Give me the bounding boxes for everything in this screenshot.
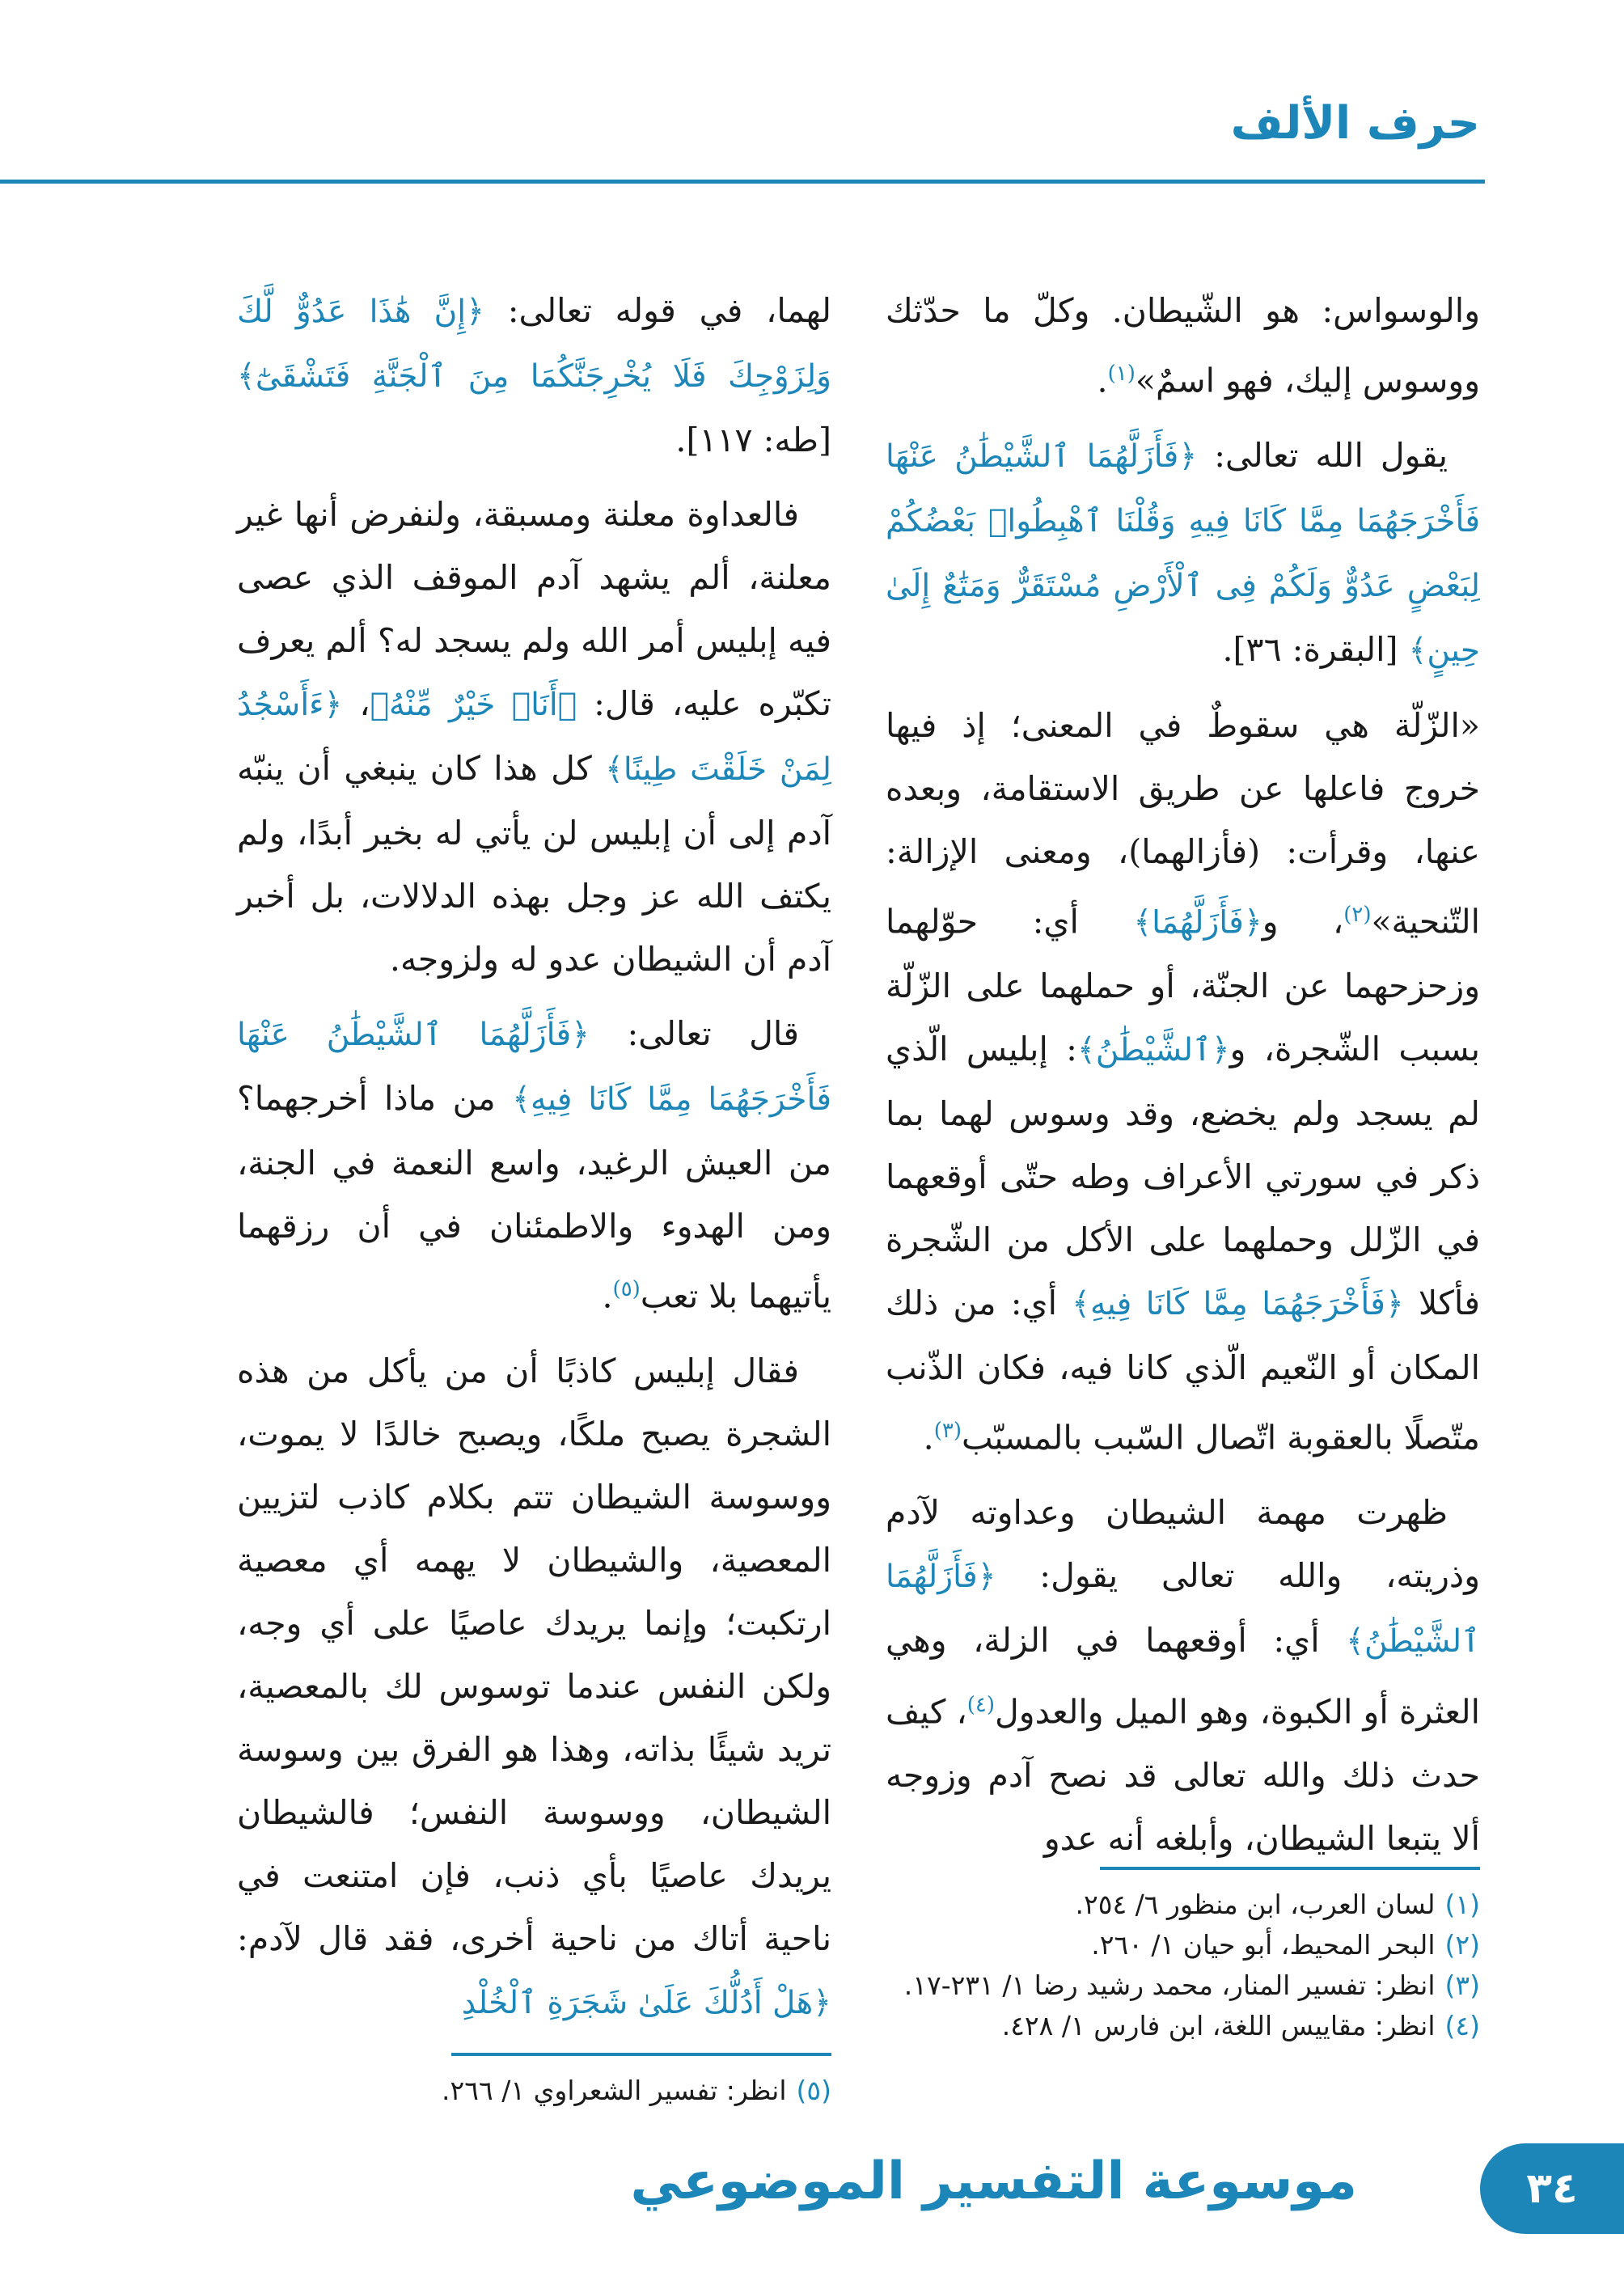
- page-number-tab: [1480, 2143, 1624, 2234]
- quran-verse: ﴿هَلْ أَدُلُّكَ عَلَىٰ شَجَرَةِ ٱلْخُلْدِ: [461, 1984, 831, 2021]
- text-run: .: [923, 1418, 934, 1457]
- body-paragraph: [886, 1481, 1480, 1870]
- header-divider: [0, 180, 1485, 184]
- text-run: ظهرت مهمة الشيطان وعداوته لآدم وذريته، والله تعالى يقول:: [886, 1492, 1480, 1595]
- footnote-text: انظر: تفسير المنار، محمد رشيد رضا ١/ ٢٣١-١٧.: [903, 1969, 1436, 2001]
- footnotes-left: [237, 2071, 831, 2111]
- right-column: [886, 279, 1480, 1881]
- body-paragraph: [237, 279, 831, 472]
- text-run: «الزّلّة هي سقوطٌ في المعنى؛ إذ فيها خروج فاعلها عن طريق الاستقامة، وبعده عنها، وقرأت: (فأزالهما)، ومعنى الإزالة: التّنحية»: [886, 705, 1480, 941]
- text-run: ، و: [1262, 902, 1344, 941]
- text-run: .: [1097, 361, 1108, 400]
- text-run: لهما، في قوله تعالى:: [484, 291, 831, 330]
- footnote-item: [886, 1965, 1480, 2006]
- footnotes-right: [886, 1885, 1480, 2046]
- quran-verse: ﴿فَأَزَلَّهُمَا ٱلشَّيْطَٰنُ﴾: [886, 1558, 1480, 1660]
- quran-verse: ﴿فَأَزَلَّهُمَا ٱلشَّيْطَٰنُ عَنْهَا فَأَخْرَجَهُمَا مِمَّا كَانَا فِيهِ وَقُلْنَا ٱهْبِطُوا۟ بَعْضُكُمْ لِبَعْضٍ عَدُوٌّ وَلَكُمْ فِى ٱلْأَرْضِ مُسْتَقَرٌّ وَمَتَٰعٌ إِلَىٰ حِينٍ﴾: [886, 438, 1480, 669]
- footnote-divider-left: [451, 2053, 831, 2056]
- footnote-number: (٥): [796, 2075, 831, 2106]
- footnote-ref: (١): [1107, 362, 1136, 386]
- footnote-number: (١): [1444, 1889, 1480, 1920]
- page-header-title: حرف الألف: [1230, 97, 1480, 150]
- text-run: من ماذا أخرجهما؟ من العيش الرغيد، واسع النعمة في الجنة، ومن الهدوء والاطمئنان في أن رزقهما يأتيهما بلا تعب: [237, 1079, 831, 1316]
- text-run: والوسواس: هو الشّيطان. وكلّ ما حدّثك ووسوس إليك، فهو اسمٌ»: [886, 291, 1480, 400]
- footnote-ref: (٣): [933, 1419, 962, 1444]
- body-paragraph: [237, 483, 831, 991]
- footnote-item: [886, 2006, 1480, 2046]
- footnote-text: انظر: مقاييس اللغة، ابن فارس ١/ ٤٢٨.: [1001, 2010, 1436, 2041]
- page-number: ٣٤: [1526, 2164, 1578, 2213]
- footnote-item: [237, 2071, 831, 2111]
- text-run: أي: أوقعهما في الزلة، وهي العثرة أو الكبوة، وهو الميل والعدول: [886, 1620, 1480, 1732]
- encyclopedia-logo: موسوعة التفسير الموضوعي: [630, 2151, 1357, 2211]
- text-run: [طه: ١١٧].: [675, 421, 831, 459]
- footnote-ref: (٤): [966, 1692, 995, 1717]
- text-run: فالعداوة معلنة ومسبقة، ولنفرض أنها غير معلنة، ألم يشهد آدم الموقف الذي عصى فيه إبليس أمر الله ولم يسجد له؟ ألم يعرف تكبّره عليه، قال:: [237, 495, 831, 723]
- quran-verse: ﴿إِنَّ هَٰذَا عَدُوٌّ لَّكَ وَلِزَوْجِكَ فَلَا يُخْرِجَنَّكُمَا مِنَ ٱلْجَنَّةِ فَتَشْقَىٰٓ﴾: [237, 294, 831, 395]
- text-run: يقول الله تعالى:: [1197, 435, 1448, 475]
- quran-verse: ﴿ءَأَسْجُدُ لِمَنْ خَلَقْتَ طِينًا﴾: [237, 687, 831, 788]
- body-paragraph: [237, 1002, 831, 1328]
- text-run: أي: حوّلهما وزحزحهما عن الجنّة، أو حملهما على الزّلّة بسبب الشّجرة، و: [886, 902, 1480, 1069]
- text-run: أي: من ذلك المكان أو النّعيم الّذي كانا فيه، فكان الذّنب متّصلًا بالعقوبة اتّصال السّبب بالمسبّب: [886, 1284, 1480, 1457]
- footnote-ref: (٢): [1343, 902, 1372, 927]
- text-run: .: [602, 1276, 613, 1316]
- body-paragraph: [886, 424, 1480, 683]
- quran-verse: ﴿فَأَخْرَجَهُمَا مِمَّا كَانَا فِيهِ﴾: [1072, 1286, 1404, 1323]
- footnote-number: (٣): [1444, 1969, 1480, 2001]
- text-run: كل هذا كان ينبغي أن ينبّه آدم إلى أن إبليس لن يأتي له بخير أبدًا، ولم يكتف الله عز وجل بهذه الدلالات، بل أخبر آدم أن الشيطان عدو له ولزوجه.: [237, 749, 831, 979]
- text-run: : إبليس الّذي لم يسجد ولم يخضع، وقد وسوس لهما بما ذكر في سورتي الأعراف وطه حتّى أوقعهما في الزّلل وحملهما على الأكل من الشّجرة فأكلا: [886, 1030, 1481, 1323]
- footnote-item: [886, 1925, 1480, 1965]
- body-paragraph: [886, 694, 1480, 1470]
- quran-verse: ﴿فَأَزَلَّهُمَا ٱلشَّيْطَٰنُ عَنْهَا فَأَخْرَجَهُمَا مِمَّا كَانَا فِيهِ﴾: [237, 1017, 831, 1118]
- left-column: [237, 279, 831, 2046]
- footnote-text: انظر: تفسير الشعراوي ١/ ٢٦٦.: [442, 2075, 787, 2106]
- footnote-text: البحر المحيط، أبو حيان ١/ ٢٦٠.: [1091, 1929, 1436, 1961]
- text-run: فقال إبليس كاذبًا أن من يأكل من هذه الشجرة يصبح ملكًا، ويصبح خالدًا لا يموت، ووسوسة الشيطان تتم بكلام كاذب لتزيين المعصية، والشيطان لا يهمه أي معصية ارتكبت؛ وإنما يريدك عاصيًا على أي وجه، ولكن النفس عندما توسوس لك بالمعصية، تريد شيئًا بذاته، وهذا هو الفرق بين وسوسة الشيطان، ووسوسة النفس؛ فالشيطان يريدك عاصيًا بأي ذنب، فإن امتنعت في ناحية أتاك من ناحية أخرى، فقد قال لآدم:: [237, 1351, 831, 1958]
- quran-verse: ﴿ٱلشَّيْطَٰنُ﴾: [1076, 1032, 1230, 1069]
- quran-verse: ﴿فَأَزَلَّهُمَا﴾: [1133, 904, 1262, 941]
- footnote-item: [886, 1885, 1480, 1925]
- footnote-divider-right: [1100, 1867, 1480, 1870]
- quran-verse: ﴿أَنَا۠ خَيْرٌ مِّنْهُ﴾: [370, 687, 577, 723]
- text-run: ،: [342, 684, 370, 723]
- text-run: قال تعالى:: [590, 1014, 799, 1053]
- footnote-number: (٢): [1444, 1929, 1480, 1961]
- body-paragraph: [886, 279, 1480, 412]
- text-run: [البقرة: ٣٦].: [1222, 629, 1409, 669]
- footnote-ref: (٥): [612, 1277, 641, 1301]
- text-run: ، كيف حدث ذلك والله تعالى قد نصح آدم وزوجه ألا يتبعا الشيطان، وأبلغه أنه عدو: [886, 1692, 1480, 1858]
- body-paragraph: [237, 1339, 831, 2035]
- footnote-number: (٤): [1444, 2010, 1480, 2041]
- footnote-text: لسان العرب، ابن منظور ٦/ ٢٥٤.: [1075, 1889, 1436, 1920]
